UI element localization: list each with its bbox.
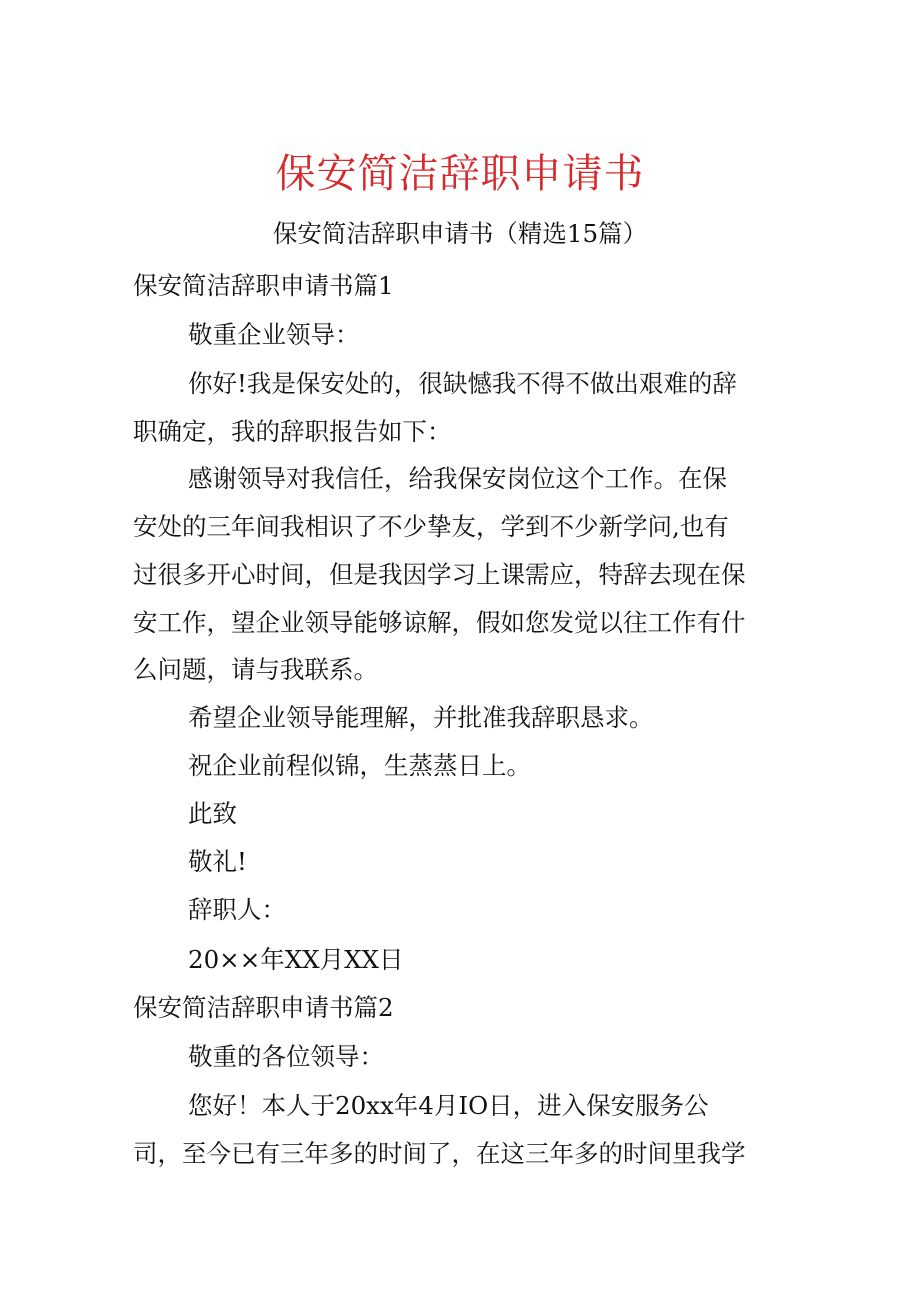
section-heading-2: 保安简洁辞职申请书篇2 <box>133 993 394 1022</box>
closing-line: 此致 <box>188 799 237 828</box>
paragraph-line: 过很多开心时间，但是我因学习上课需应，特辞去现在保 <box>133 560 746 589</box>
closing-line: 敬礼! <box>188 847 247 876</box>
paragraph-line: 感谢领导对我信任，给我保安岗位这个工作。在保 <box>188 464 727 493</box>
section-heading-1: 保安简洁辞职申请书篇1 <box>133 271 394 300</box>
paragraph-line: 祝企业前程似锦，生蒸蒸日上。 <box>188 751 531 780</box>
paragraph-line: 职确定，我的辞职报告如下： <box>133 417 452 446</box>
paragraph-line: 司，至今已有三年多的时间了，在这三年多的时间里我学 <box>133 1139 746 1168</box>
signature-label: 辞职人： <box>188 895 286 924</box>
salutation-2: 敬重的各位领导： <box>188 1042 384 1071</box>
paragraph-line: 安处的三年间我相识了不少挚友，学到不少新学问,也有 <box>133 512 729 541</box>
paragraph-line: 安工作，望企业领导能够谅解，假如您发觉以往工作有什 <box>133 608 746 637</box>
salutation-1: 敬重企业领导： <box>188 320 360 349</box>
document-subtitle: 保安简洁辞职申请书（精选15篇） <box>272 219 648 248</box>
paragraph-line: 你好!我是保安处的，很缺憾我不得不做出艰难的辞 <box>188 369 737 398</box>
paragraph-line: 希望企业领导能理解，并批准我辞职恳求。 <box>188 703 654 732</box>
document-title: 保安简洁辞职申请书 <box>275 151 645 197</box>
paragraph-line: 么问题，请与我联系。 <box>133 655 378 684</box>
paragraph-line: 您好！本人于20xx年4月IO日，进入保安服务公 <box>188 1091 709 1120</box>
date-line: 20××年XX月XX日 <box>188 945 404 974</box>
